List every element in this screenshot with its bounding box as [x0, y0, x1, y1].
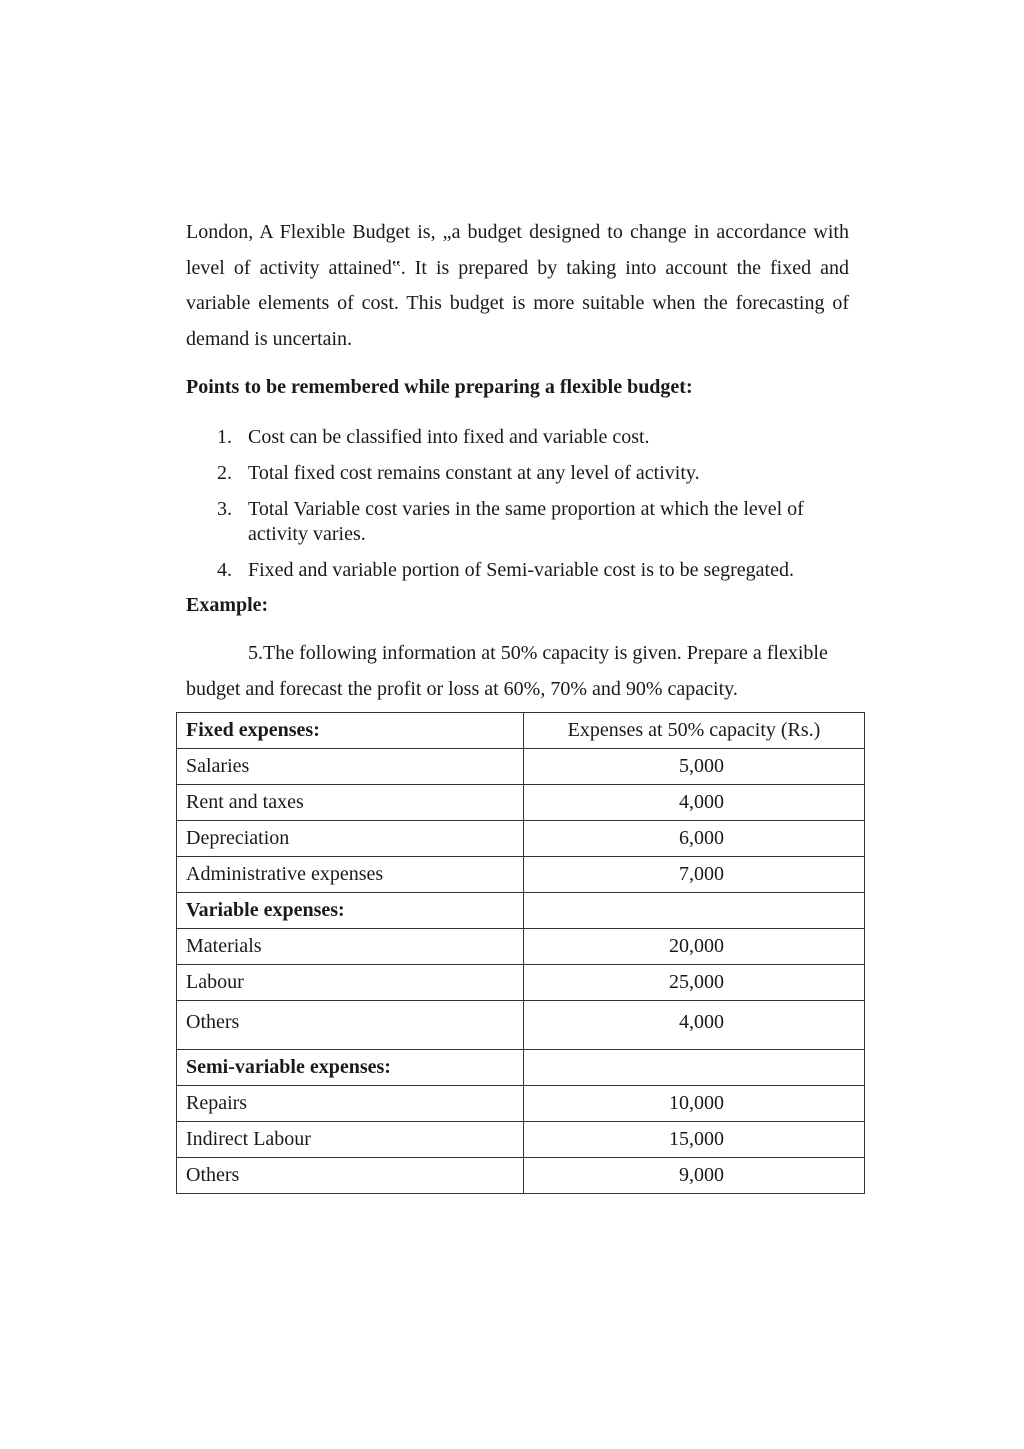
- row-label: Others: [177, 1158, 524, 1194]
- section-label-semi-variable: Semi-variable expenses:: [177, 1050, 524, 1086]
- row-label: Administrative expenses: [177, 857, 524, 893]
- row-value: 9,000: [679, 1164, 724, 1186]
- row-label: Depreciation: [177, 821, 524, 857]
- row-value: 6,000: [679, 827, 724, 849]
- row-value: 7,000: [679, 863, 724, 885]
- row-value: 4,000: [679, 1011, 724, 1033]
- list-item-number: 2.: [217, 462, 232, 484]
- table-row: [177, 857, 865, 893]
- row-label: Salaries: [177, 749, 524, 785]
- table-row: [177, 929, 865, 965]
- list-item-text: Total Variable cost varies in the same proportion at which the level of activity varies.: [248, 498, 804, 545]
- table-row: [177, 1122, 865, 1158]
- row-value: 10,000: [669, 1092, 724, 1114]
- table-row: [177, 1086, 865, 1122]
- table-row: [177, 1158, 865, 1194]
- table-row: [177, 821, 865, 857]
- table-header-left: Fixed expenses:: [177, 713, 524, 749]
- table-header-right: Expenses at 50% capacity (Rs.): [524, 713, 865, 749]
- example-heading: Example:: [186, 594, 269, 616]
- row-label: Materials: [177, 929, 524, 965]
- list-item: [186, 558, 846, 583]
- list-item-text: Total fixed cost remains constant at any level of activity.: [248, 462, 700, 484]
- list-item: [186, 497, 846, 547]
- row-label: Rent and taxes: [177, 785, 524, 821]
- intro-paragraph: London, A Flexible Budget is, „a budget designed to change in accordance with level of activity attained‟. It is prepared by taking into account the fixed and variable elements of cost. This budget is more suitable when the forecasting of demand is uncertain.: [186, 221, 849, 350]
- row-label: Repairs: [177, 1086, 524, 1122]
- row-label: Others: [177, 1001, 524, 1050]
- table-row: [177, 1001, 865, 1050]
- section-label-variable: Variable expenses:: [177, 893, 524, 929]
- list-item-number: 1.: [217, 426, 232, 448]
- points-list: [186, 425, 846, 594]
- row-value: 4,000: [679, 791, 724, 813]
- example-question: [186, 636, 849, 707]
- row-label: Indirect Labour: [177, 1122, 524, 1158]
- row-value: 5,000: [679, 755, 724, 777]
- row-label: Labour: [177, 965, 524, 1001]
- table-row: [177, 965, 865, 1001]
- table-row: [177, 785, 865, 821]
- question-first-line: 5.The following information at 50% capacity is given. Prepare a flexible: [248, 642, 828, 664]
- expenses-table: [176, 712, 865, 1194]
- row-value: 20,000: [669, 935, 724, 957]
- table-header-row: [177, 713, 865, 749]
- list-item-number: 4.: [217, 559, 232, 581]
- question-second-line: budget and forecast the profit or loss at 60%, 70% and 90% capacity.: [186, 677, 738, 700]
- points-heading: Points to be remembered while preparing a flexible budget:: [186, 376, 693, 398]
- list-item-text: Cost can be classified into fixed and variable cost.: [248, 426, 650, 448]
- list-item: [186, 425, 846, 450]
- row-value: 15,000: [669, 1128, 724, 1150]
- list-item-number: 3.: [217, 498, 232, 520]
- row-value: 25,000: [669, 971, 724, 993]
- table-section-row: [177, 893, 865, 929]
- list-item: [186, 461, 846, 486]
- list-item-text: Fixed and variable portion of Semi-variable cost is to be segregated.: [248, 559, 794, 581]
- table-row: [177, 749, 865, 785]
- table-section-row: [177, 1050, 865, 1086]
